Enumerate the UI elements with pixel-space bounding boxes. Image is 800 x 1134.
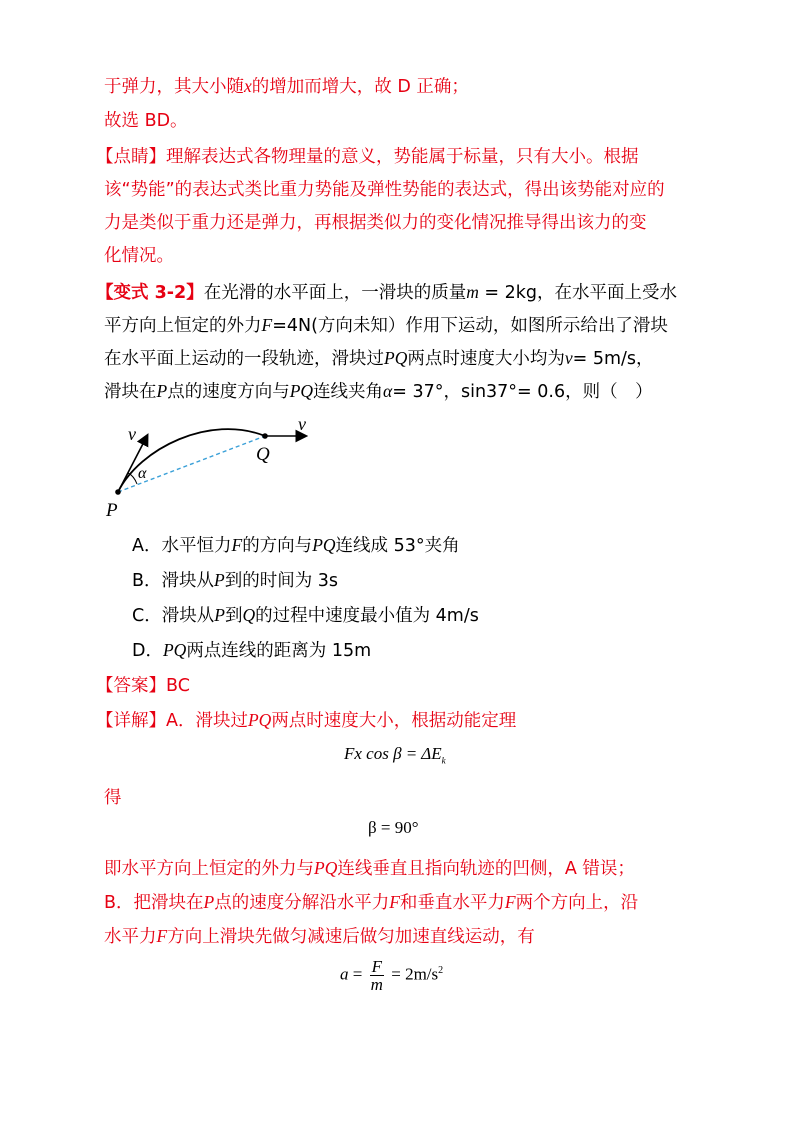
label-p: P — [106, 500, 118, 521]
dianjing-line: 该“势能”的表达式类比重力势能及弹性势能的表达式，得出该势能对应的 — [104, 180, 665, 200]
problem-line: 【变式 3-2】在光滑的水平面上，一滑块的质量m = 2kg，在水平面上受水 — [96, 282, 678, 303]
velocity-arrow-p — [118, 436, 147, 492]
text-line: 于弹力，其大小随x的增加而增大，故 D 正确； — [104, 76, 469, 97]
problem-line: 滑块在P点的速度方向与PQ连线夹角α= 37°，sin37°= 0.6，则（ ） — [104, 381, 653, 402]
detail-line: 水平力F方向上滑块先做匀减速后做匀加速直线运动，有 — [104, 926, 535, 947]
problem-tag: 【变式 3-2】 — [96, 283, 204, 303]
detail-line: B．把滑块在P点的速度分解沿水平力F和垂直水平力F两个方向上，沿 — [104, 892, 639, 913]
label-q: Q — [256, 444, 270, 465]
problem-line: 在水平面上运动的一段轨迹，滑块过PQ两点时速度大小均为v= 5m/s， — [104, 348, 654, 369]
text-line: 故选 BD。 — [104, 111, 188, 131]
detail-line: 得 — [104, 788, 122, 808]
answer-value: BC — [166, 676, 190, 696]
option-c: C．滑块从P到Q的过程中速度最小值为 4m/s — [132, 605, 479, 626]
detail-line: 【详解】A．滑块过PQ两点时速度大小，根据动能定理 — [96, 710, 517, 731]
dianjing-line: 力是类似于重力还是弹力，再根据类似力的变化情况推导得出该力的变 — [104, 213, 647, 233]
detail-tag: 【详解】 — [96, 711, 166, 731]
problem-line: 平方向上恒定的外力F=4N(方向未知）作用下运动，如图所示给出了滑块 — [104, 315, 668, 336]
answer-tag: 【答案】 — [96, 676, 166, 696]
dianjing-line: 化情况。 — [104, 246, 174, 266]
label-v-right: v — [298, 418, 306, 434]
answer-line — [96, 674, 190, 698]
dianjing-tag: 【点睛】 — [96, 147, 166, 167]
option-d: D．PQ两点连线的距离为 15m — [132, 640, 372, 661]
equation-work-energy: Fx $\cos \beta = \Delta E_k$ — [344, 744, 446, 766]
label-alpha: α — [138, 465, 147, 482]
equation-acceleration: a = $\frac{F}{m}$ = $2m/s^2$ — [340, 957, 444, 994]
dianjing-line: 【点睛】理解表达式各物理量的意义，势能属于标量，只有大小。根据 — [96, 147, 639, 167]
label-v-left: v — [128, 424, 136, 444]
trajectory-diagram — [100, 418, 330, 528]
trajectory-curve — [118, 429, 265, 492]
point-p — [115, 489, 121, 495]
option-b: B．滑块从P到的时间为 3s — [132, 570, 339, 591]
detail-line: 即水平方向上恒定的外力与PQ连线垂直且指向轨迹的凹侧，A 错误； — [104, 858, 635, 879]
option-a: A．水平恒力F的方向与PQ连线成 53°夹角 — [132, 535, 460, 556]
point-q — [262, 433, 268, 439]
equation-beta: β = 90° — [368, 818, 419, 837]
